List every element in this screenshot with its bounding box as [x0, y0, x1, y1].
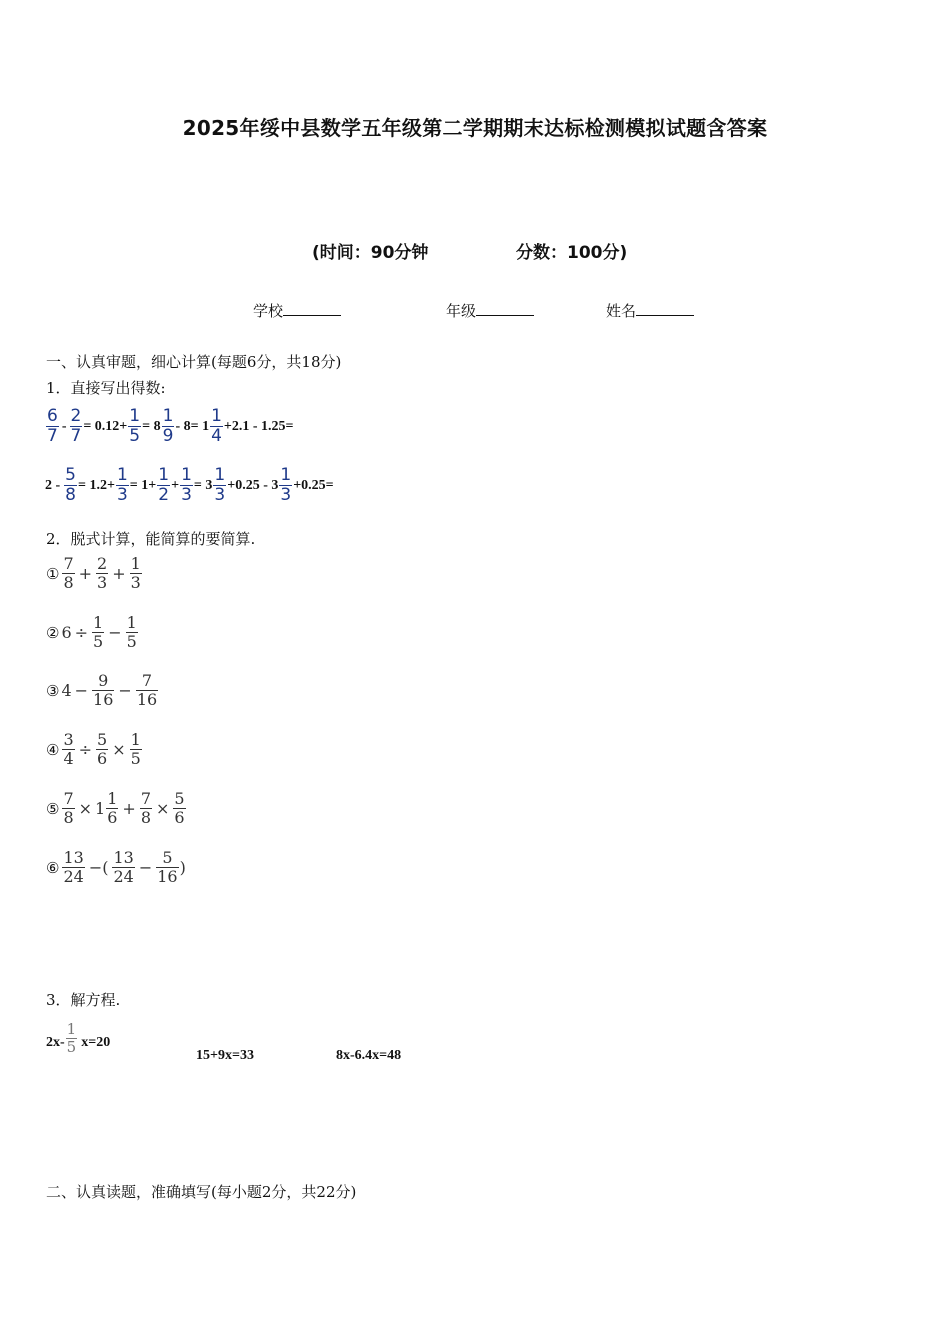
operator: −: [118, 681, 132, 700]
section1-heading: 一、认真审题，细心计算(每题6分，共18分): [46, 353, 342, 371]
fraction: $\frac{1}{3}$: [214, 465, 226, 505]
grade-label: 年级: [446, 302, 477, 320]
page-title: 2025年绥中县数学五年级第二学期期末达标检测模拟试题含答案: [182, 116, 768, 140]
fraction: $\frac{13}{24}$: [113, 848, 134, 886]
fraction: $\frac{1}{4}$: [211, 406, 222, 446]
fraction: $\frac{3}{4}$: [63, 730, 74, 768]
item-number: ⑤: [46, 799, 60, 818]
item-number: ④: [46, 740, 60, 759]
fraction: $\frac{7}{8}$: [63, 789, 74, 827]
fraction: $\frac{7}{8}$: [63, 554, 74, 592]
close-paren: ): [179, 858, 186, 877]
fraction: $\frac{13}{24}$: [63, 848, 84, 886]
q2-item-6: [46, 850, 186, 885]
operator: −(: [88, 858, 109, 877]
fraction: $\frac{1}{2}$: [158, 465, 170, 505]
operator: −: [108, 623, 122, 642]
whole-number: 1: [95, 799, 106, 818]
q3-label: 3．解方程.: [46, 991, 121, 1009]
item-number: ②: [46, 623, 60, 642]
operator: −: [74, 681, 89, 700]
expr-text: +2.1 - 1.25=: [223, 418, 294, 434]
operator: ×: [156, 799, 170, 818]
fraction: $\frac{1}{5}$: [129, 406, 141, 446]
fraction: $\frac{1}{6}$: [107, 789, 118, 827]
expr-text: +0.25=: [293, 477, 334, 493]
expr-text: - 8= 1: [175, 418, 210, 434]
equation-1: [46, 1022, 110, 1055]
expr-text: = 3: [193, 477, 213, 493]
fraction: $\frac{1}{3}$: [280, 465, 292, 505]
operator: ÷: [78, 740, 93, 759]
fraction: $\frac{1}{5}$: [130, 730, 141, 768]
q2-item-2: [46, 615, 139, 650]
school-label: 学校: [253, 302, 284, 320]
item-number: ③: [46, 681, 60, 700]
school-field[interactable]: [253, 300, 341, 321]
fraction: $\frac{1}{3}$: [181, 465, 192, 505]
fraction: $\frac{2}{7}$: [70, 406, 82, 446]
q2-item-4: [46, 732, 143, 767]
fraction: $\frac{5}{6}$: [97, 730, 108, 768]
fraction: $\frac{1}{5}$: [66, 1020, 77, 1056]
operator: ÷: [74, 623, 89, 642]
eq1-suffix: x=20: [81, 1035, 111, 1050]
fraction: $\frac{2}{3}$: [97, 554, 108, 592]
equation-2: 15+9x=33: [196, 1048, 254, 1063]
expr-text: = 0.12+: [83, 418, 128, 434]
grade-blank[interactable]: [476, 301, 534, 316]
q2-item-1: [46, 556, 143, 591]
q2-label: 2．脱式计算，能简算的要简算.: [46, 530, 256, 548]
name-label: 姓名: [606, 302, 637, 320]
expr-text: = 1+: [129, 477, 157, 493]
item-number: ①: [46, 564, 60, 583]
fraction: $\frac{6}{7}$: [47, 406, 58, 446]
name-blank[interactable]: [636, 301, 694, 316]
fraction: $\frac{1}{9}$: [162, 406, 174, 446]
q1-label: 1．直接写出得数:: [46, 379, 166, 397]
fraction: $\frac{1}{3}$: [116, 465, 128, 505]
minus-sign: -: [61, 418, 67, 434]
expr-text: = 8: [142, 418, 161, 434]
item-number: ⑥: [46, 858, 60, 877]
section2-heading: 二、认真读题，准确填写(每小题2分，共22分): [46, 1183, 357, 1201]
eq1-prefix: 2x-: [46, 1035, 65, 1050]
fraction: $\frac{1}{5}$: [93, 613, 104, 651]
q1-row2: [45, 467, 334, 504]
grade-field[interactable]: [446, 300, 534, 321]
exam-score: 分数：100分): [516, 243, 628, 263]
expr-text: 2 -: [45, 477, 61, 493]
expr-text: +: [171, 477, 180, 493]
operator: +: [112, 564, 126, 583]
fraction: $\frac{1}{5}$: [126, 613, 137, 651]
fraction: $\frac{5}{6}$: [174, 789, 185, 827]
exam-time: (时间：90分钟: [312, 243, 429, 263]
fraction: $\frac{7}{8}$: [140, 789, 152, 827]
operator: +: [122, 799, 136, 818]
expr-text: = 1.2+: [78, 477, 115, 493]
fraction: $\frac{5}{8}$: [65, 465, 76, 505]
whole-number: 6: [61, 623, 72, 642]
operator: ×: [78, 799, 93, 818]
operator: +: [78, 564, 93, 583]
operator: −: [138, 858, 153, 877]
q2-item-3: [46, 673, 159, 708]
name-field[interactable]: [606, 300, 694, 321]
q2-item-5: [46, 791, 187, 826]
equation-3: 8x-6.4x=48: [336, 1048, 402, 1063]
whole-number: 4: [61, 681, 72, 700]
operator: ×: [112, 740, 126, 759]
q1-row1: [45, 408, 294, 445]
fraction: $\frac{5}{16}$: [157, 848, 178, 886]
school-blank[interactable]: [283, 301, 341, 316]
fraction: $\frac{9}{16}$: [93, 671, 114, 709]
fraction: $\frac{7}{16}$: [136, 671, 158, 709]
expr-text: +0.25 - 3: [227, 477, 279, 493]
fraction: $\frac{1}{3}$: [130, 554, 141, 592]
